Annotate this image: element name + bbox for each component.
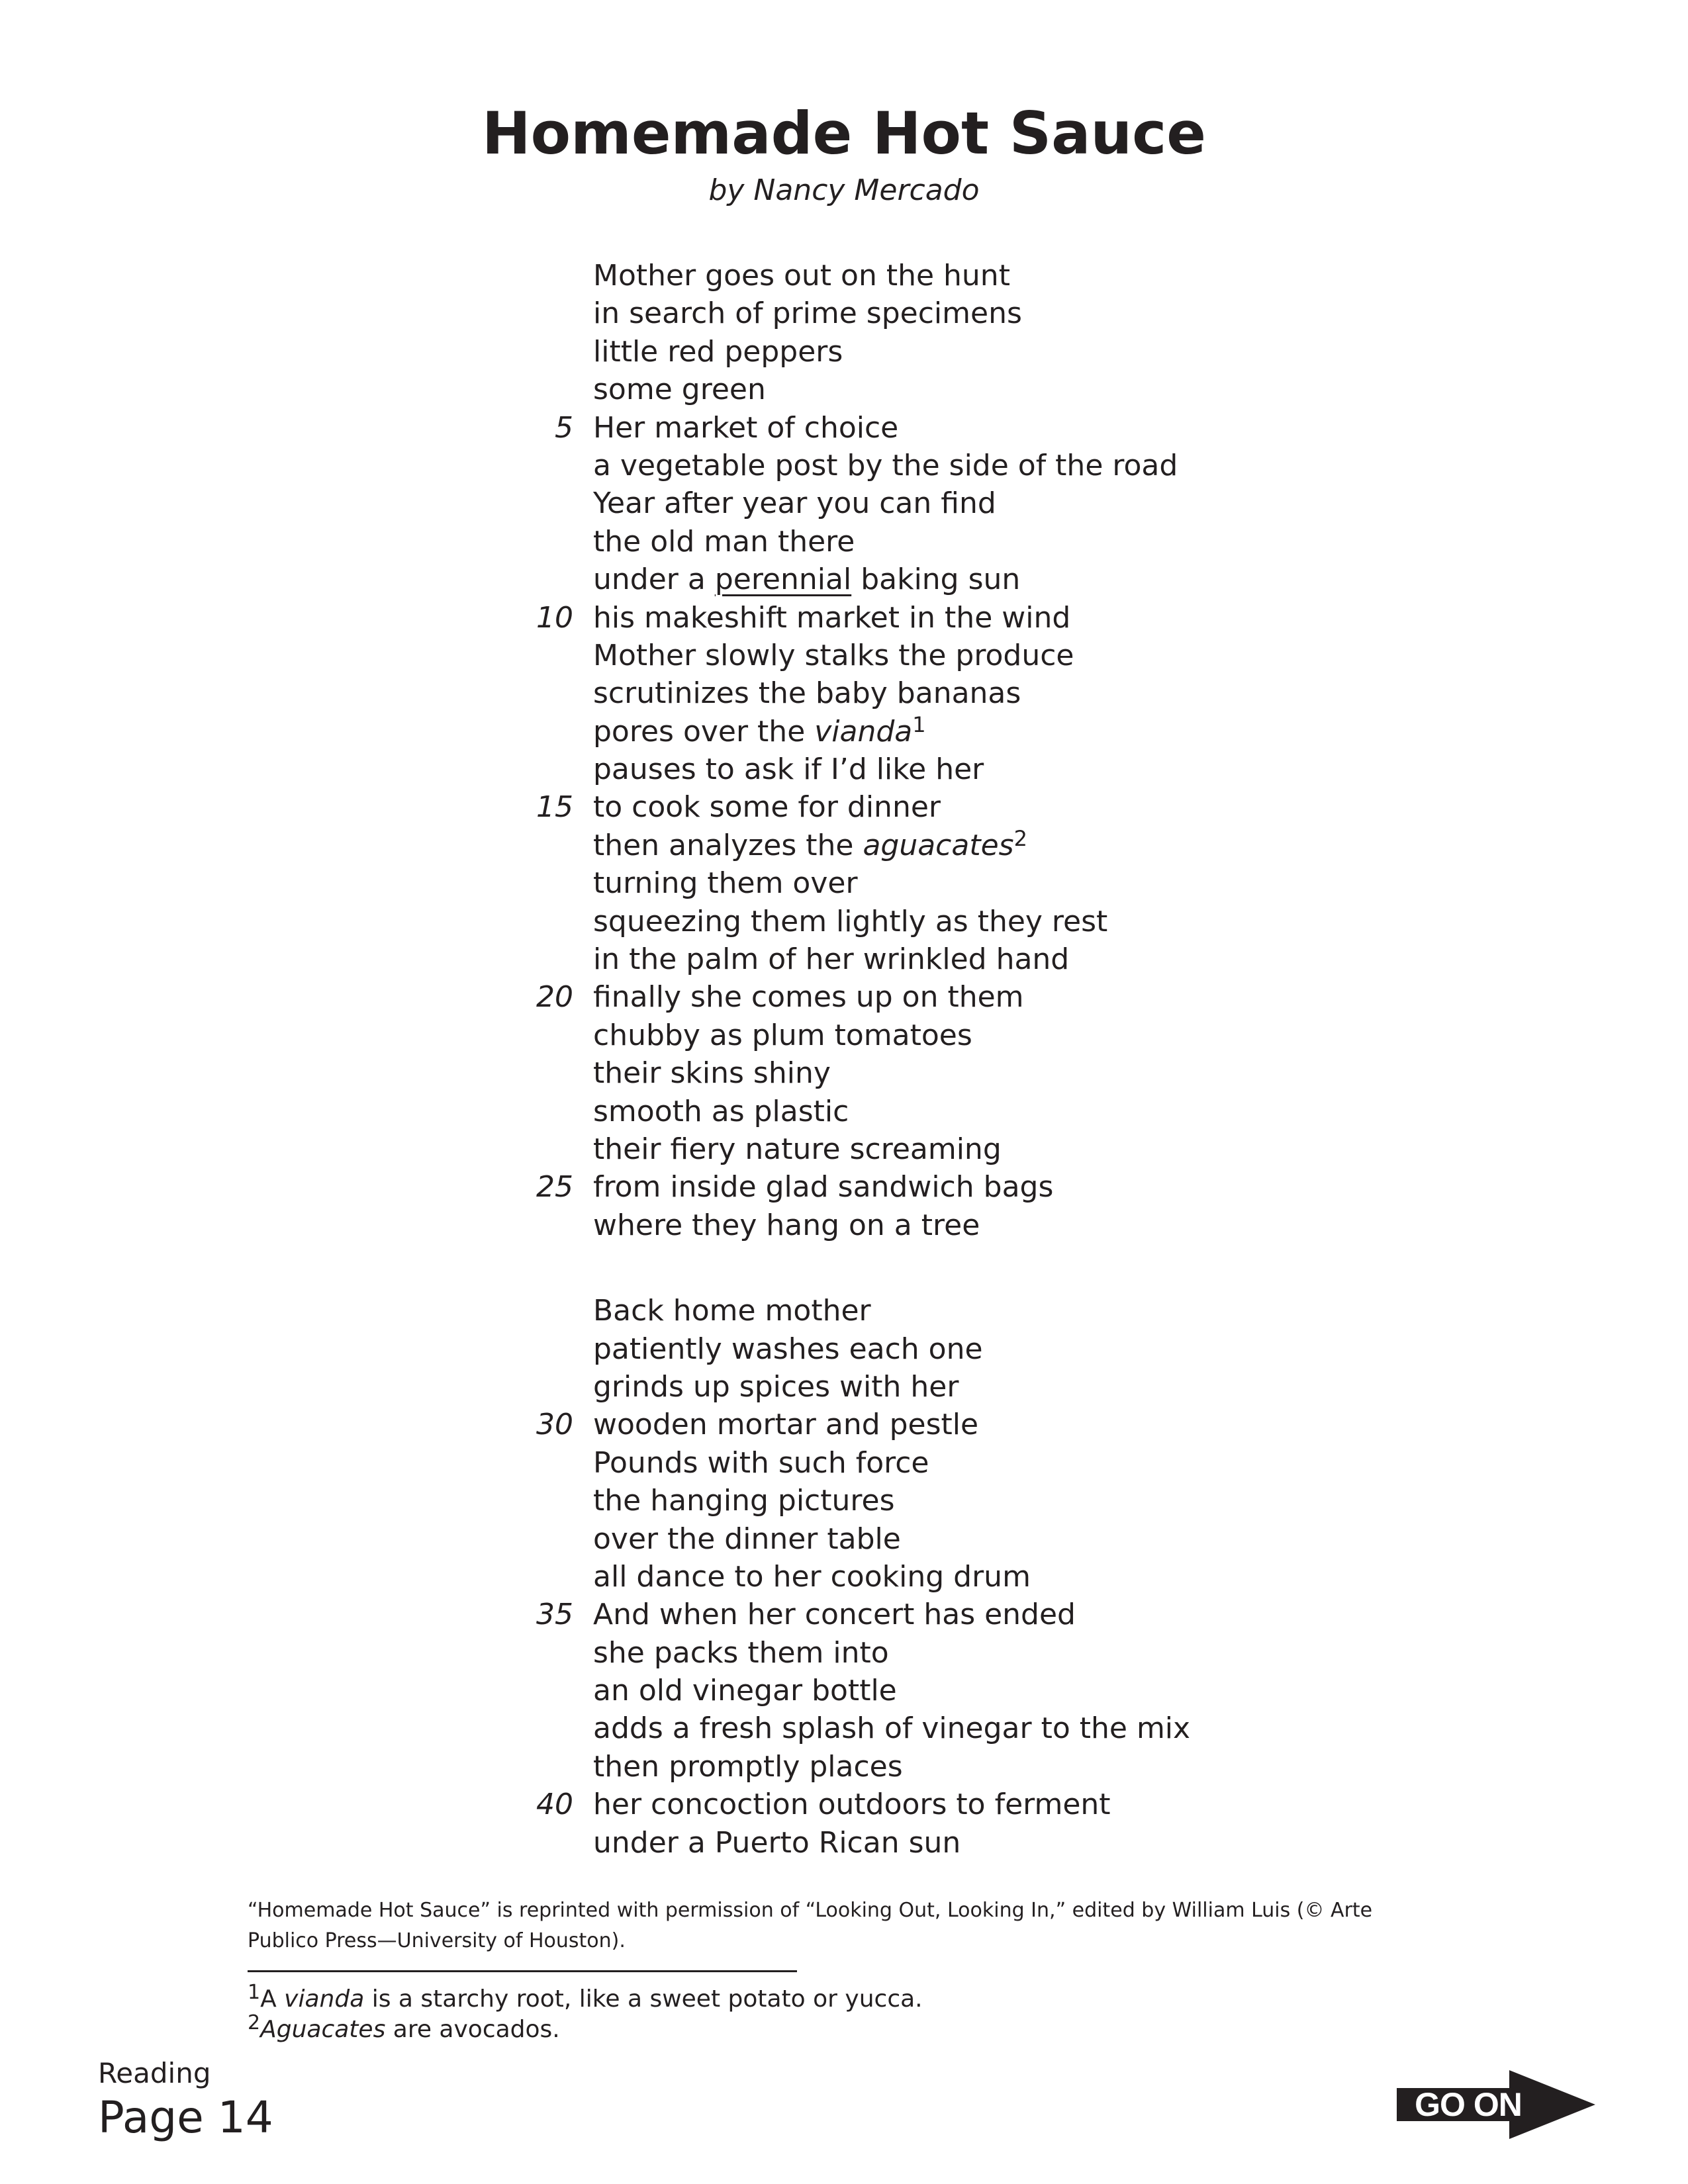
line-fragment: under a [593, 563, 715, 597]
poem-line [0, 599, 1688, 637]
line-text: where they hang on a tree [593, 1208, 980, 1242]
poem-line [0, 751, 1688, 788]
poem-line [0, 1786, 1688, 1823]
line-text [593, 713, 926, 751]
line-text: a vegetable post by the side of the road [593, 448, 1178, 482]
poem-line [0, 788, 1688, 826]
poem-line [0, 1368, 1688, 1406]
line-text: under a Puerto Rican sun [593, 1825, 961, 1860]
poem-line [0, 1017, 1688, 1054]
poem-line [0, 447, 1688, 484]
poem-line [0, 864, 1688, 902]
poem-line [0, 1824, 1688, 1862]
poem-line [0, 1406, 1688, 1443]
poem-line [0, 1709, 1688, 1747]
line-text: the old man there [593, 524, 855, 559]
line-text: grinds up spices with her [593, 1369, 959, 1404]
line-text: And when her concert has ended [593, 1598, 1076, 1632]
italic-term: aguacates [863, 828, 1014, 862]
poem-byline: by Nancy Mercado [708, 173, 980, 207]
poem-line [0, 1206, 1688, 1244]
poem-line [0, 409, 1688, 447]
footnote-2 [248, 2011, 560, 2045]
footnote-2-marker: 2 [248, 2011, 261, 2034]
footnote-1 [248, 1981, 923, 2015]
poem-line [0, 903, 1688, 940]
line-text: Back home mother [593, 1294, 871, 1328]
poem-line [0, 713, 1688, 751]
line-number: 15 [536, 790, 573, 825]
poem-line [0, 484, 1688, 522]
line-text: their fiery nature screaming [593, 1132, 1002, 1166]
line-text: adds a fresh splash of vinegar to the mix [593, 1711, 1191, 1746]
line-text: the hanging pictures [593, 1484, 895, 1518]
poem-line [0, 1292, 1688, 1330]
footnote-1-before: A [260, 1985, 285, 2013]
line-text: she packs them into [593, 1635, 889, 1670]
poem-body [0, 257, 1688, 1862]
footnote-1-marker: 1 [248, 1981, 261, 2004]
poem-line [0, 257, 1688, 295]
line-text: Mother goes out on the hunt [593, 259, 1010, 293]
poem-line [0, 1748, 1688, 1786]
poem-line [0, 1168, 1688, 1206]
page-number: Page 14 [98, 2092, 273, 2143]
line-text: from inside glad sandwich bags [593, 1170, 1054, 1205]
line-text: squeezing them lightly as they rest [593, 904, 1108, 938]
section-label: Reading [98, 2057, 211, 2089]
poem-line [0, 561, 1688, 598]
poem-stanza-2 [0, 1292, 1688, 1862]
line-fragment: then analyzes the [593, 828, 863, 862]
poem-line [0, 1596, 1688, 1633]
poem-line [0, 333, 1688, 371]
vocabulary-word: perennial [714, 563, 852, 597]
line-number: 35 [536, 1598, 573, 1632]
poem-title: Homemade Hot Sauce [482, 99, 1206, 167]
line-text [593, 561, 1020, 598]
footnote-1-term: vianda [284, 1985, 365, 2013]
permission-credit: “Homemade Hot Sauce” is reprinted with permission of “Looking Out, Looking In,” edited by William Luis (© Arte Publico Press—University of Houston). [248, 1899, 1373, 1952]
line-text: in the palm of her wrinkled hand [593, 942, 1070, 977]
line-text: smooth as plastic [593, 1094, 849, 1128]
line-text: chubby as plum tomatoes [593, 1018, 972, 1052]
poem-line [0, 940, 1688, 978]
line-text: turning them over [593, 866, 858, 901]
poem-line [0, 523, 1688, 561]
line-text: Her market of choice [593, 410, 899, 445]
poem-line [0, 1130, 1688, 1168]
line-text: finally she comes up on them [593, 980, 1024, 1015]
line-text: over the dinner table [593, 1522, 901, 1556]
line-text: to cook some for dinner [593, 790, 941, 825]
poem-line [0, 674, 1688, 712]
line-text: little red peppers [593, 334, 843, 369]
footnote-1-definition: is a starchy root, like a sweet potato or yucca. [364, 1985, 923, 2013]
footnote-2-definition: are avocados. [385, 2016, 560, 2043]
poem-line [0, 827, 1688, 864]
footnote-marker: 2 [1013, 825, 1027, 851]
line-text: Mother slowly stalks the produce [593, 638, 1074, 672]
line-text: pauses to ask if I’d like her [593, 752, 984, 787]
line-text: her concoction outdoors to ferment [593, 1788, 1111, 1822]
poem-stanza-1 [0, 257, 1688, 1244]
line-number: 25 [536, 1170, 573, 1205]
poem-line [0, 1330, 1688, 1368]
footnote-divider [248, 1970, 797, 1972]
poem-line [0, 1672, 1688, 1709]
line-text: their skins shiny [593, 1056, 831, 1091]
go-on-label: GO ON [1415, 2086, 1522, 2123]
footnote-marker: 1 [912, 711, 926, 737]
line-text: some green [593, 373, 766, 407]
line-fragment: baking sun [851, 563, 1021, 597]
poem-line [0, 1444, 1688, 1482]
line-text: Pounds with such force [593, 1445, 929, 1480]
poem-line [0, 1520, 1688, 1558]
line-number: 20 [536, 980, 573, 1015]
footnote-2-term: Aguacates [260, 2016, 386, 2043]
line-text [593, 827, 1027, 864]
poem-line [0, 295, 1688, 332]
line-number: 30 [536, 1408, 573, 1442]
line-text: Year after year you can find [593, 486, 996, 521]
line-text: scrutinizes the baby bananas [593, 676, 1021, 711]
line-text: then promptly places [593, 1749, 903, 1784]
line-text: wooden mortar and pestle [593, 1408, 979, 1442]
poem-line [0, 637, 1688, 674]
line-number: 10 [536, 600, 573, 635]
poem-line [0, 1054, 1688, 1092]
line-number: 5 [555, 410, 573, 445]
go-on-indicator [1397, 2070, 1595, 2139]
poem-line [0, 1093, 1688, 1130]
italic-term: vianda [814, 714, 913, 749]
poem-line [0, 1482, 1688, 1520]
poem-line [0, 1634, 1688, 1672]
line-text: his makeshift market in the wind [593, 600, 1071, 635]
line-fragment: pores over the [593, 714, 815, 749]
line-text: all dance to her cooking drum [593, 1559, 1031, 1594]
line-text: patiently washes each one [593, 1332, 983, 1366]
poem-line [0, 978, 1688, 1016]
line-number: 40 [536, 1788, 573, 1822]
line-text: an old vinegar bottle [593, 1674, 897, 1708]
poem-line [0, 371, 1688, 408]
poem-line [0, 1558, 1688, 1596]
line-text: in search of prime specimens [593, 296, 1022, 331]
